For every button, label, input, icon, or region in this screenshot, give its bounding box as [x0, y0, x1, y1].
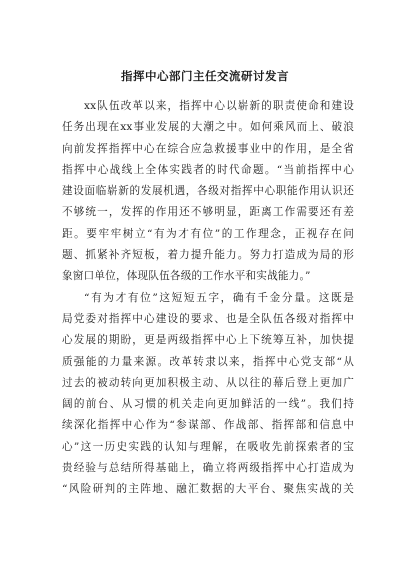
- paragraph-2-line: “风险研判的主阵地、融汇数据的大平台、聚焦实战的关: [62, 483, 354, 496]
- paragraph-1-line: 距。要牢牢树立“有为才有位”的工作理念，正视存在问: [62, 227, 354, 240]
- paragraph-2-line: 心发展的期盼，更是两级指挥中心上下统筹互补，加快提: [62, 334, 354, 347]
- paragraph-2-line: 续深化指挥中心作为“参谋部、作战部、指挥部和信息中: [62, 419, 354, 432]
- paragraph-1-line: 题、抓紧补齐短板，着力提升能力。努力打造成为局的形: [62, 249, 354, 262]
- paragraph-1-line: 向前发挥指挥中心在综合应急救援事业中的作用，是全省: [62, 142, 354, 155]
- paragraph-2-line: 心”这一历史实践的认知与理解，在吸收先前探索者的宝: [62, 440, 354, 453]
- paragraph-1-line: 任务出现在xx事业发展的大潮之中。如何乘风而上、破浪: [62, 121, 354, 134]
- document-body: [62, 96, 354, 501]
- paragraph-1-line: 指挥中心战线上全体实践者的时代命题。“当前指挥中心: [62, 163, 354, 176]
- paragraph-2-line: “有为才有位”这短短五字，确有千金分量。这既是: [84, 291, 354, 304]
- paragraph-2-line: 贵经验与总结所得基础上，确立将两级指挥中心打造成为: [62, 462, 354, 475]
- paragraph-1-line: 象窗口单位，体现队伍各级的工作水平和实战能力。”: [62, 270, 311, 283]
- paragraph-2-line: 过去的被动转向更加积极主动、从以往的幕后登上更加广: [62, 376, 354, 389]
- paragraph-1-line: 不够统一，发挥的作用还不够明显，距离工作需要还有差: [62, 206, 354, 219]
- document-title: 指挥中心部门主任交流研讨发言: [121, 69, 289, 83]
- paragraph-2-line: 质强能的力量来源。改革转隶以来，指挥中心党支部“从: [62, 355, 354, 368]
- paragraph-2-line: 局党委对指挥中心建设的要求、也是全队伍各级对指挥中: [62, 312, 354, 325]
- paragraph-1-line: xx队伍改革以来，指挥中心以崭新的职责使命和建设: [84, 100, 354, 112]
- paragraph-1-line: 建设面临崭新的发展机遇，各级对指挥中心职能作用认识还: [62, 185, 354, 198]
- paragraph-2-line: 阔的前台、从习惯的机关走向更加鲜活的一线”。我们持: [62, 398, 354, 411]
